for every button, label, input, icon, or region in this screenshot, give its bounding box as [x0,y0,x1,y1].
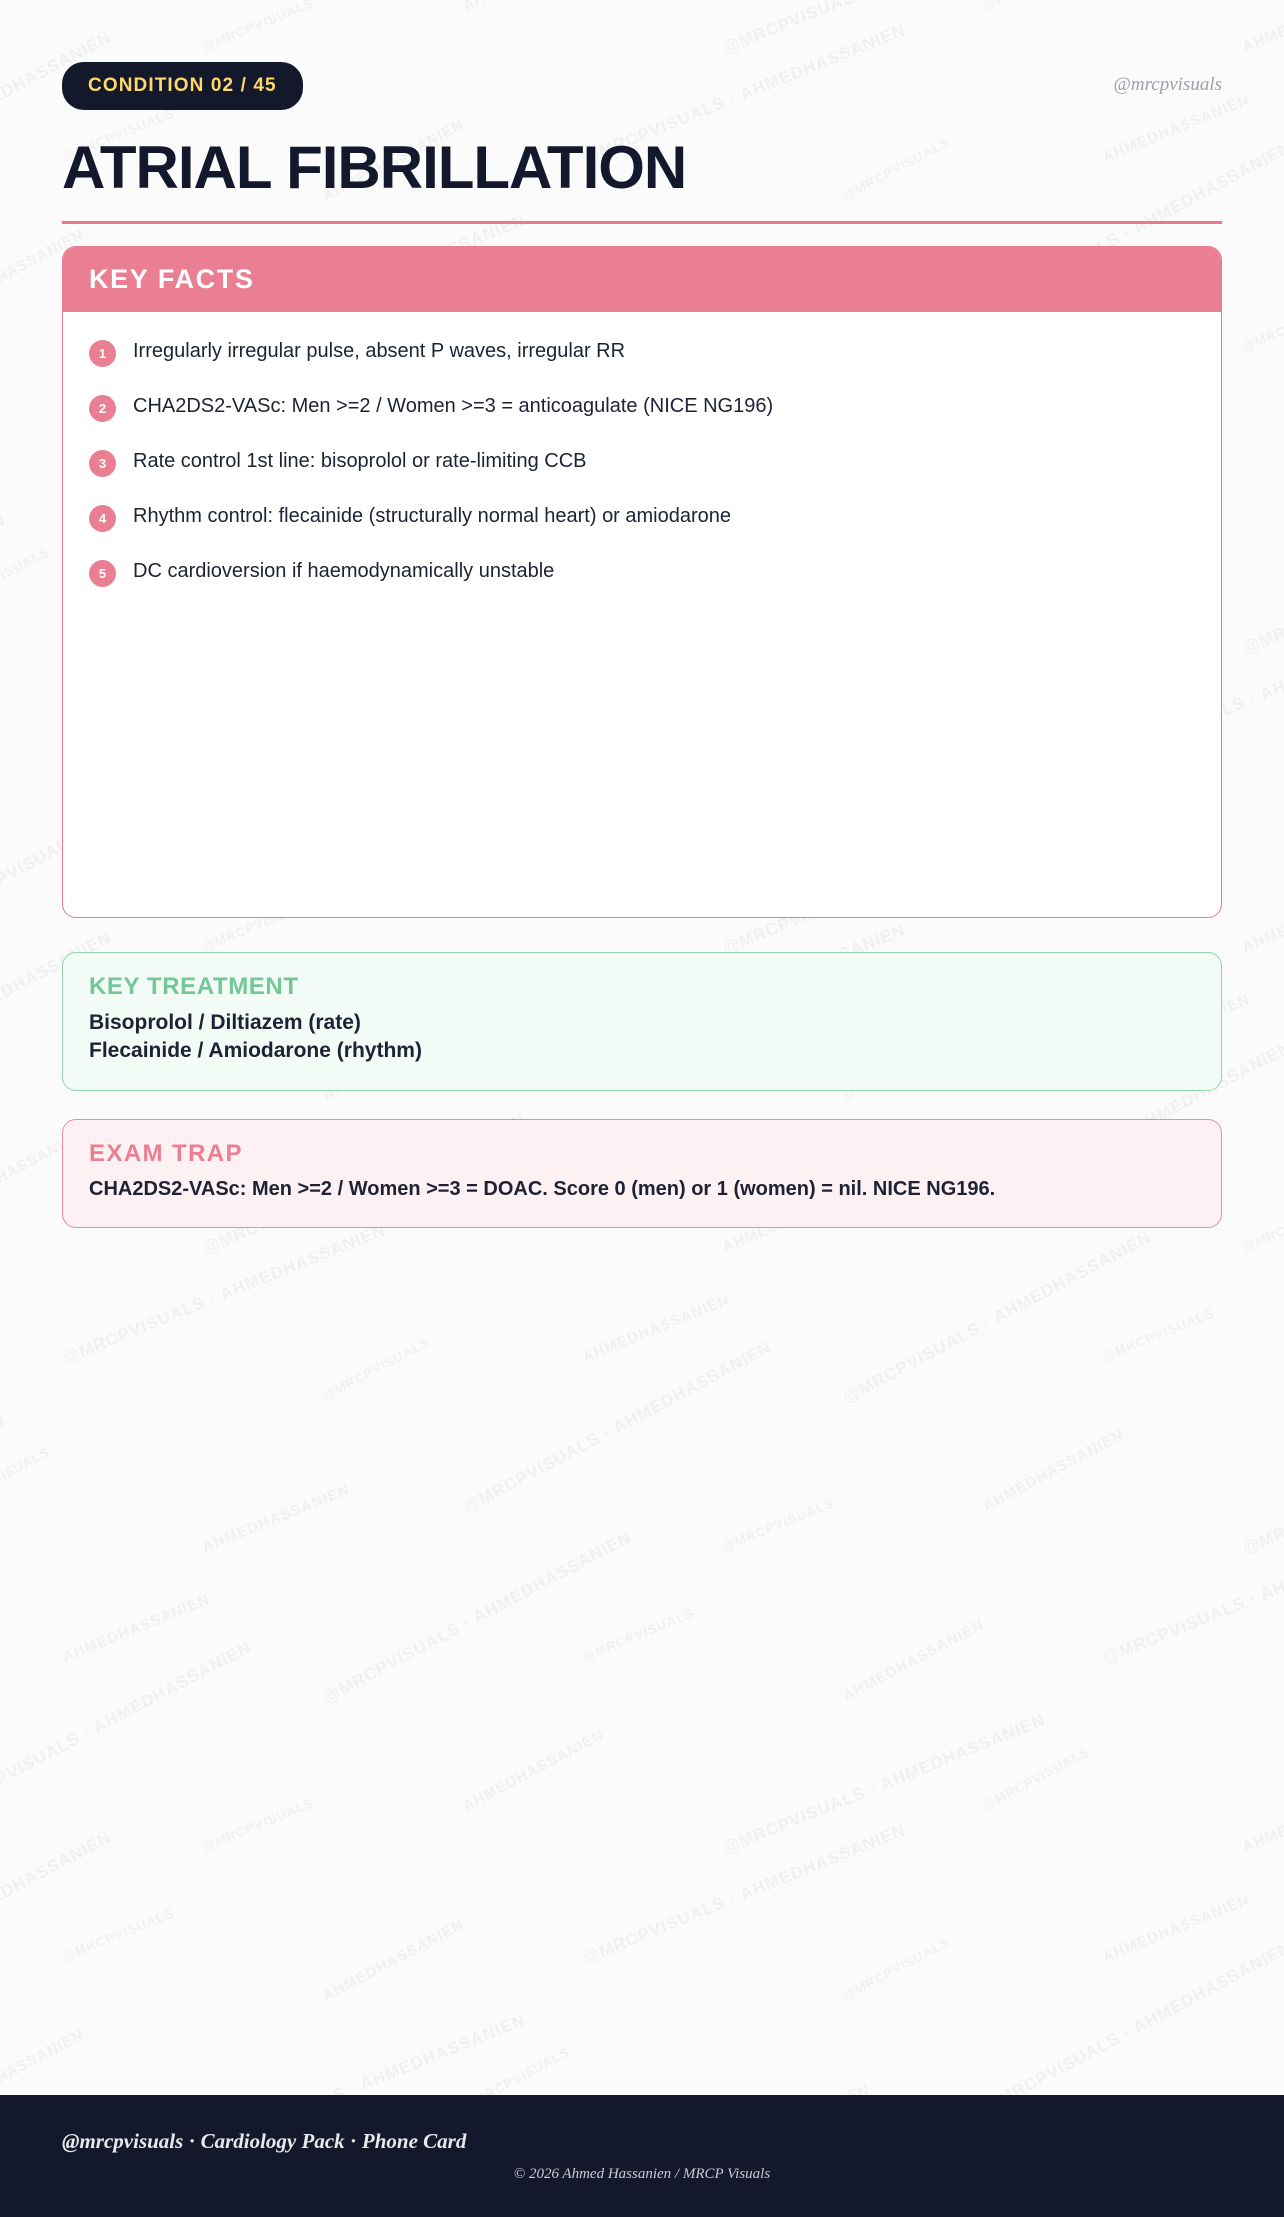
footer-meta [62,2095,1222,2154]
watermark-text [580,1605,696,1664]
footer-separator-2: · [350,2129,356,2153]
list-item-number: 1 [89,340,116,367]
key-treatment-heading: KEY TREATMENT [89,973,299,1000]
condition-badge: CONDITION 02 / 45 [62,62,303,110]
list-item [89,448,1195,477]
footer-pack: Cardiology Pack [200,2129,345,2153]
watermark-text [0,1410,9,1558]
watermark-text [720,1495,836,1554]
watermark-text [980,1937,1284,2117]
watermark-text [200,1481,352,1556]
list-item-text: Rate control 1st line: bisoprolol or rate-limiting CCB [133,450,587,472]
watermark-text [980,1744,1092,1813]
brand-handle-top: @mrcpvisuals [1113,74,1222,95]
list-item [89,393,1195,422]
watermark-text [320,1916,467,2005]
footer-copyright: © 2026 Ahmed Hassanien / MRCP Visuals [513,2166,771,2182]
watermark-text [320,1527,635,1707]
watermark-text [1100,1520,1284,1668]
watermark-text [0,1637,255,1817]
watermark-text [0,1827,115,2007]
exam-trap-card [62,1119,1222,1228]
list-item-number: 3 [89,450,116,477]
list-item [89,338,1195,367]
list-item-text: Rhythm control: flecainide (structurally normal heart) or amiodarone [133,505,732,527]
watermark-text [460,1726,607,1815]
footer-card-type: Phone Card [361,2129,467,2153]
key-treatment-line-rhythm: Flecainide / Amiodarone (rhythm) [89,1039,422,1063]
key-treatment-line-rate: Bisoprolol / Diltiazem (rate) [89,1011,361,1034]
list-item [89,503,1195,532]
watermark-text [1240,1781,1284,1856]
watermark-text [60,1591,212,1666]
list-item-number: 4 [89,505,116,532]
list-item-number: 5 [89,560,116,587]
watermark-text [60,1905,176,1964]
list-item-text: DC cardioversion if haemodynamically unstable [133,560,555,582]
watermark-text [840,1934,952,2003]
key-treatment-card [62,952,1222,1091]
exam-trap-heading: EXAM TRAP [89,1139,243,1167]
watermark-text [1240,1410,1284,1558]
list-item-number: 2 [89,395,116,422]
watermark-text [720,1710,1049,1858]
list-item-text: CHA2DS2-VASc: Men >=2 / Women >=3 = anticoagulate (NICE NG196) [133,395,774,417]
watermark-text [460,1337,775,1517]
key-facts-card [62,246,1222,918]
key-facts-list [63,312,1221,587]
footer-handle: @mrcpvisuals [62,2129,184,2153]
watermark-text [980,1426,1127,1515]
watermark-text [840,1227,1155,1407]
list-item-text: Irregularly irregular pulse, absent P waves, irregular RR [133,340,626,362]
page-footer [0,2095,1284,2217]
watermark-text [840,1616,987,1705]
footer-separator-1: · [189,2129,195,2153]
watermark-text [580,1820,909,1968]
watermark-text [0,1444,52,1513]
key-facts-heading: KEY FACTS [63,247,1221,312]
watermark-text [1100,1305,1216,1364]
exam-trap-text: CHA2DS2-VASc: Men >=2 / Women >=3 = DOAC. Score 0 (men) or 1 (women) = nil. NICE NG196. [89,1177,996,1200]
title-divider [62,221,1222,224]
watermark-text [1100,1891,1252,1966]
list-item [89,558,1195,587]
watermark-text [60,1220,389,1368]
watermark-text [200,1795,316,1854]
page-title: ATRIAL FIBRILLATION [62,134,687,201]
watermark-text [580,1291,732,1366]
watermark-text [320,1334,432,1403]
